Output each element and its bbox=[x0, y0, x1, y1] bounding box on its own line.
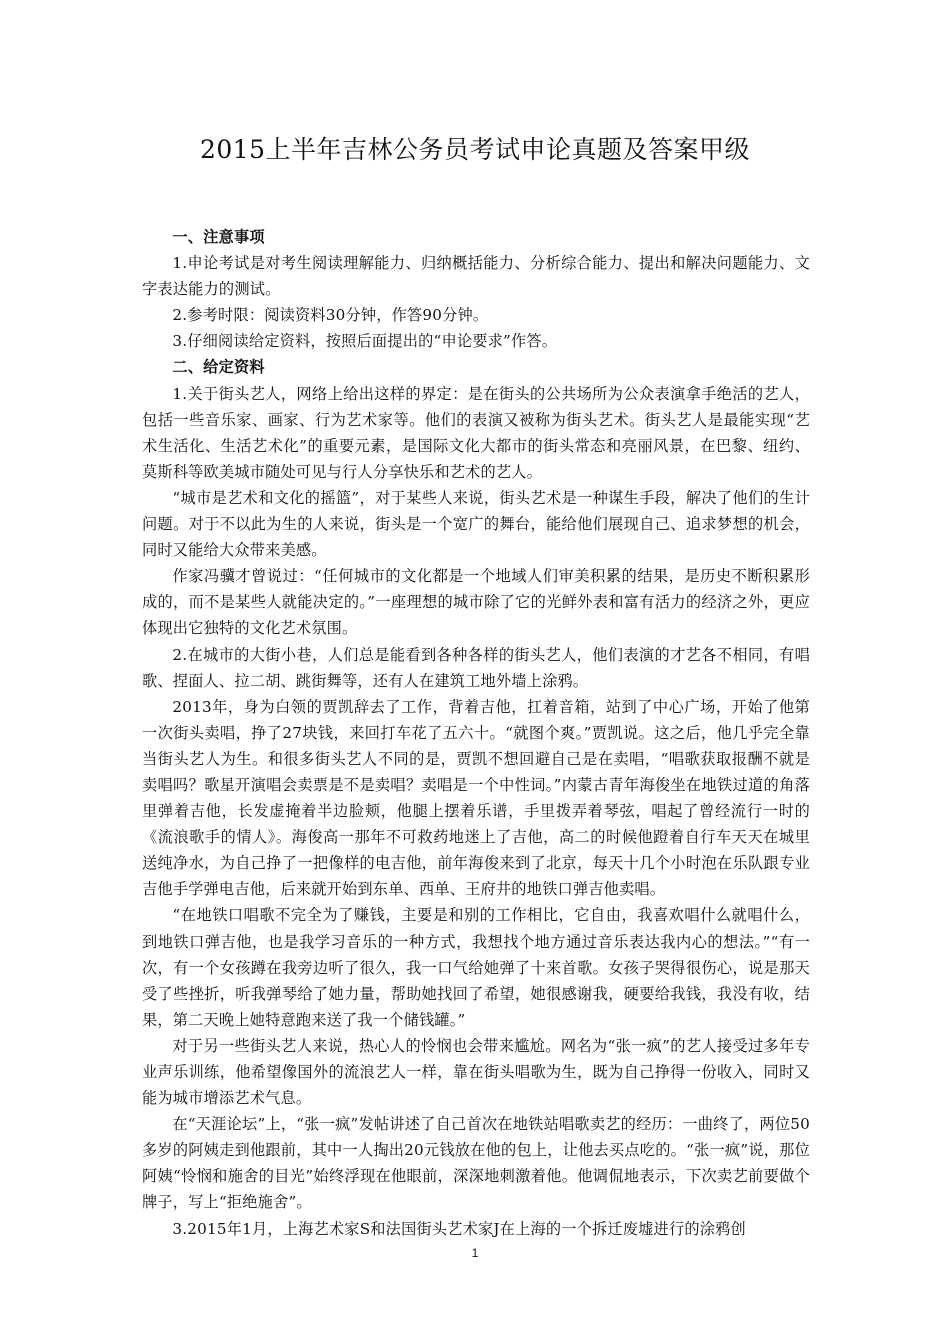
material-paragraph: 3.2015年1月，上海艺术家S和法国街头艺术家J在上海的一个拆迁废墟进行的涂鸦创 bbox=[172, 1219, 746, 1238]
material-paragraph: “城市是艺术和文化的摇篮”，对于某些人来说，街头艺术是一种谋生手段，解决了他们的生计问题。对于不以此为生的人来说，街头是一个宽广的舞台，能给他们展现自己、追求梦想的机会，同时又能给大众带来美感。 bbox=[142, 488, 810, 560]
page-number: 1 bbox=[471, 1246, 479, 1260]
notice-item: 1.申论考试是对考生阅读理解能力、归纳概括能力、分析综合能力、提出和解决问题能力、文字表达能力的测试。 bbox=[142, 254, 810, 299]
material-paragraph: 作家冯骥才曾说过：“任何城市的文化都是一个地域人们审美积累的结果，是历史不断积累形成的，而不是某些人就能决定的。”一座理想的城市除了它的光鲜外表和富有活力的经济之外，更应体现出它独特的文化艺术氛围。 bbox=[142, 567, 810, 638]
notice-item: 2.参考时限：阅读资料30分钟，作答90分钟。 bbox=[172, 306, 489, 325]
section-heading-notice: 一、注意事项 bbox=[172, 228, 265, 246]
material-paragraph: 在“天涯论坛”上，“张一疯”发帖讲述了自己首次在地铁站唱歌卖艺的经历：一曲终了，两位50多岁的阿姨走到他跟前，其中一人掏出20元钱放在他的包上，让他去买点吃的。“张一疯”说，那位阿姨“怜悯和施舍的目光”始终浮现在他眼前，深深地刺激着他。他调侃地表示，下次卖艺前要做个牌子，写上“拒绝施舍”。 bbox=[142, 1115, 810, 1212]
material-paragraph: 1.关于街头艺人，网络上给出这样的界定：是在街头的公共场所为公众表演拿手绝活的艺人，包括一些音乐家、画家、行为艺术家等。他们的表演又被称为街头艺术。街头艺人是最能实现“艺术生活化、生活艺术化”的重要元素，是国际文化大都市的街头常态和亮丽风景，在巴黎、纽约、莫斯科等欧美城市随处可见与行人分享快乐和艺术的艺人。 bbox=[142, 384, 810, 481]
material-paragraph: 2013年，身为白领的贾凯辞去了工作，背着吉他，扛着音箱，站到了中心广场，开始了他第一次街头卖唱，挣了27块钱，来回打车花了五六十。“就图个爽。”贾凯说。这之后，他几乎完全靠当街头艺人为生。和很多街头艺人不同的是，贾凯不想回避自己是在卖唱，“唱歌获取报酬不就是卖唱吗？歌星开演唱会卖票是不是卖唱？卖唱是一个中性词。”内蒙古青年海俊坐在地铁过道的角落里弹着吉他，长发虚掩着半边脸颊，他腿上摆着乐谱，手里拨弄着琴弦，唱起了曾经流行一时的《流浪歌手的情人》。海俊高一那年不可救药地迷上了吉他，高二的时候他蹬着自行车天天在城里送纯净水，为自己挣了一把像样的电吉他，前年海俊来到了北京，每天十几个小时泡在乐队跟专业吉他手学弹电吉他，后来就开始到东单、西单、王府井的地铁口弹吉他卖唱。 bbox=[142, 697, 810, 899]
document-body bbox=[142, 224, 810, 1242]
material-paragraph: 对于另一些街头艺人来说，热心人的怜悯也会带来尴尬。网名为“张一疯”的艺人接受过多年专业声乐训练，他希望像国外的流浪艺人一样，靠在街头唱歌为生，既为自己挣得一份收入，同时又能为城市增添艺术气息。 bbox=[142, 1036, 810, 1108]
notice-item: 3.仔细阅读给定资料，按照后面提出的“申论要求”作答。 bbox=[172, 332, 558, 351]
section-heading-materials: 二、给定资料 bbox=[172, 358, 265, 377]
document-title: 2015上半年吉林公务员考试申论真题及答案甲级 bbox=[199, 135, 751, 164]
material-paragraph: “在地铁口唱歌不完全为了赚钱，主要是和别的工作相比，它自由，我喜欢唱什么就唱什么，到地铁口弹吉他，也是我学习音乐的一种方式，我想找个地方通过音乐表达我内心的想法。”“有一次，有一个女孩蹲在我旁边听了很久，我一口气给她弹了十来首歌。女孩子哭得很伤心，说是那天受了些挫折，听我弹琴给了她力量，帮助她找回了希望，她很感谢我，硬要给我钱，我没有收，结果，第二天晚上她特意跑来送了我一个储钱罐。” bbox=[142, 906, 810, 1029]
material-paragraph: 2.在城市的大街小巷，人们总是能看到各种各样的街头艺人，他们表演的才艺各不相同，有唱歌、捏面人、拉二胡、跳街舞等，还有人在建筑工地外墙上涂鸦。 bbox=[142, 645, 810, 690]
